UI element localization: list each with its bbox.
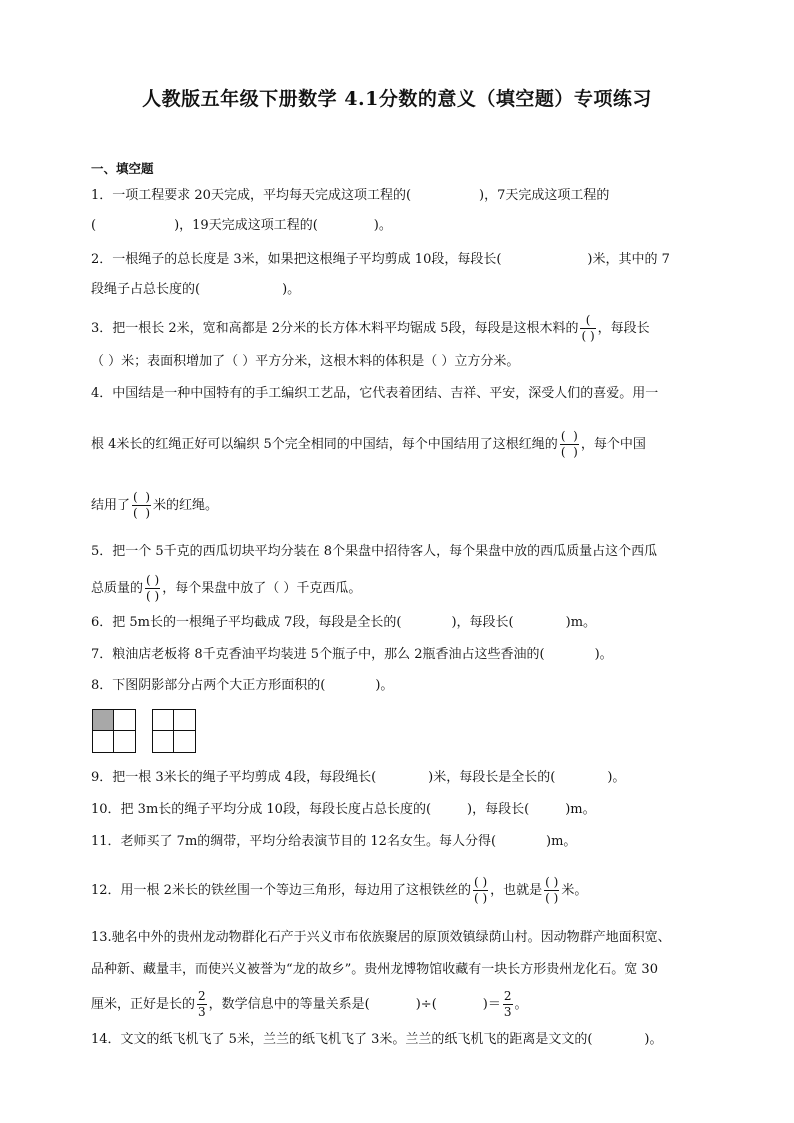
question-5-line-1: 5．把一个 5千克的西瓜切块平均分装在 8个果盘中招待客人，每个果盘中放的西瓜质量占这个西瓜 <box>91 544 658 559</box>
question-12: 12．用一根 2米长的铁丝围一个等边三角形，每边用了这根铁丝的 $\frac{( )}{( )}$ ，也就是 $\frac{( )}{( )}$ 米。 <box>91 875 588 905</box>
fraction-blank[interactable]: $\frac{( )}{( )}$ <box>133 490 151 520</box>
page-title: 人教版五年级下册数学 4.1分数的意义（填空题）专项练习 <box>142 88 652 110</box>
fraction-blank[interactable]: $\frac{( )}{( )}$ <box>545 875 559 905</box>
fraction-two-thirds: $\frac{2}{3}$ <box>503 989 512 1019</box>
question-3-line-1: 3．把一根长 2米，宽和高都是 2分米的长方体木料平均锯成 5段，每段是这根木料的 $\frac{(}{( )}$ ，每段长 <box>91 313 650 343</box>
question-1-line-1: 1．一项工程要求 20天完成，平均每天完成这项工程的( )，7天完成这项工程的 <box>91 188 610 203</box>
question-5-line-2: 总质量的 $\frac{( )}{( )}$ ，每个果盘中放了（ ）千克西瓜。 <box>91 573 362 603</box>
question-4-line-2: 根 4米长的红绳正好可以编织 5个完全相同的中国结，每个中国结用了这根红绳的 $\frac{( )}{( )}$ ，每个中国 <box>91 429 646 459</box>
section-heading: 一、填空题 <box>91 161 154 176</box>
question-2-line-2: 段绳子占总长度的( )。 <box>91 282 301 297</box>
question-1-line-2: ( )，19天完成这项工程的( )。 <box>91 218 392 233</box>
question-4-line-3: 结用了 $\frac{( )}{( )}$ 米的红绳。 <box>91 490 219 520</box>
question-7: 7．粮油店老板将 8千克香油平均装进 5个瓶子中，那么 2瓶香油占这些香油的( )。 <box>91 647 613 662</box>
square-grid-left <box>92 709 136 753</box>
question-13-line-3: 厘米，正好是长的 $\frac{2}{3}$ ，数学信息中的等量关系是( )÷( )＝ $\frac{2}{3}$ 。 <box>91 989 528 1019</box>
question-11: 11．老师买了 7m的绸带，平均分给表演节目的 12名女生。每人分得( )m。 <box>91 834 577 849</box>
square-grid-right <box>152 709 196 753</box>
question-14: 14．文文的纸飞机飞了 5米，兰兰的纸飞机飞了 3米。兰兰的纸飞机飞的距离是文文的( )。 <box>91 1032 663 1047</box>
question-6: 6．把 5m长的一根绳子平均截成 7段，每段是全长的( )，每段长( )m。 <box>91 615 597 630</box>
question-9: 9．把一根 3米长的绳子平均剪成 4段，每段绳长( )米，每段长是全长的( )。 <box>91 770 626 785</box>
shaded-cell <box>93 710 114 731</box>
question-3-line-2: （ ）米；表面积增加了（ ）平方分米，这根木料的体积是（ ）立方分米。 <box>91 354 520 369</box>
question-13-line-1: 13.驰名中外的贵州龙动物群化石产于兴义市布依族聚居的原顶效镇绿荫山村。因动物群产地面积宽、 <box>91 930 671 945</box>
fraction-blank[interactable]: $\frac{( )}{( )}$ <box>560 429 578 459</box>
question-13-line-2: 品种新、藏量丰，而使兴义被誉为“龙的故乡”。贵州龙博物馆收藏有一块长方形贵州龙化石。宽 30 <box>91 962 658 977</box>
question-2-line-1: 2．一根绳子的总长度是 3米，如果把这根绳子平均剪成 10段，每段长( )米，其中的 7 <box>91 252 670 267</box>
fraction-blank[interactable]: $\frac{(}{( )}$ <box>581 313 595 343</box>
question-4-line-1: 4．中国结是一种中国特有的手工编织工艺品，它代表着团结、吉祥、平安，深受人们的喜爱。用一 <box>91 386 659 401</box>
question-8: 8．下图阴影部分占两个大正方形面积的( )。 <box>91 678 394 693</box>
fraction-blank[interactable]: $\frac{( )}{( )}$ <box>473 875 488 905</box>
fraction-blank[interactable]: $\frac{( )}{( )}$ <box>146 573 160 603</box>
question-10: 10．把 3m长的绳子平均分成 10段，每段长度占总长度的( )，每段长( )m。 <box>91 802 596 817</box>
fraction-two-thirds: $\frac{2}{3}$ <box>198 989 206 1019</box>
